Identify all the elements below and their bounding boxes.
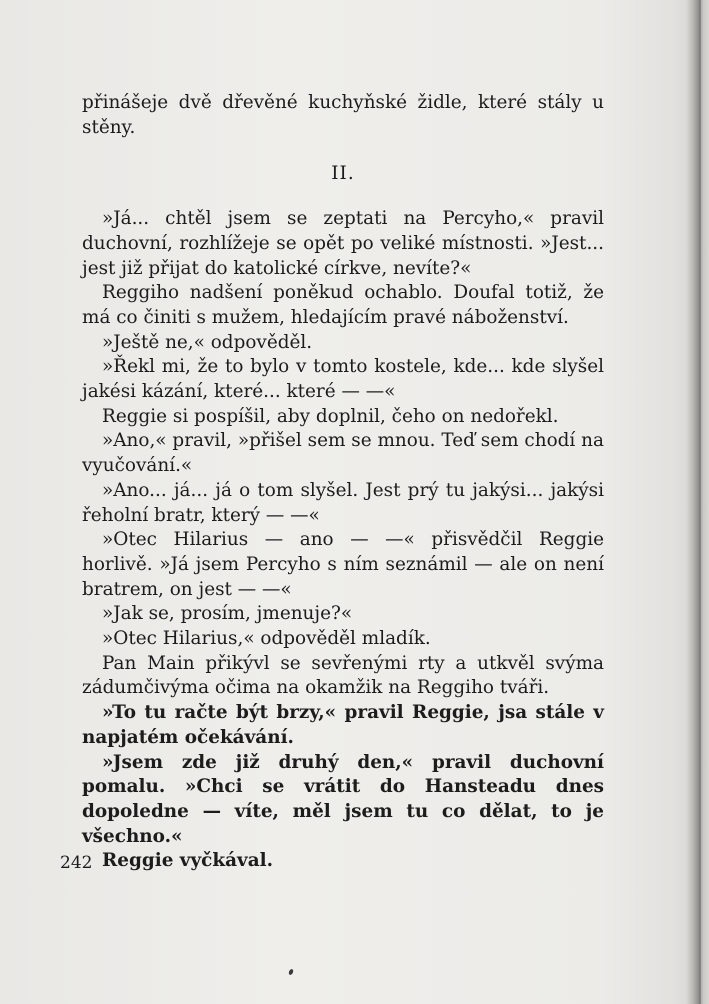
paragraph-9: »Jak se, prosím, jmenuje?« — [102, 603, 353, 625]
continuation-line: přinášeje dvě dřevěné kuchyňské židle, které stály u stěny. — [82, 92, 604, 138]
paragraph-8: »Otec Hilarius — ano — —« přisvědčil Reggie horlivě. »Já jsem Percyho s ním seznámil — ale on není bratrem, on jest — —« — [82, 529, 604, 600]
chapter-heading: II. — [331, 163, 355, 185]
paragraph-14: Reggie vyčkával. — [102, 850, 274, 872]
page-number: 242 — [60, 853, 93, 873]
paragraph-5: Reggie si pospíšil, aby doplnil, čeho on nedořekl. — [102, 405, 559, 427]
page-gutter — [686, 0, 709, 1004]
paragraph-12: »To tu račte být brzy,« pravil Reggie, jsa stále v napjatém očekávání. — [82, 702, 604, 748]
gutter-shadow-line — [699, 0, 701, 1004]
paragraph-11: Pan Main přikývl se sevřenými rty a utkvěl svýma zádumčivýma očima na okamžik na Reggiho tváři. — [82, 652, 604, 699]
paragraph-4: »Řekl mi, že to bylo v tomto kostele, kde... kde slyšel jakési kázání, které... které — —« — [82, 356, 604, 403]
paragraph-1: »Já... chtěl jsem se zeptati na Percyho,« pravil duchovní, rozhlížeje se opět po veliké místnosti. »Jest... jest již přijat do katolické církve, nevíte?« — [82, 208, 604, 279]
paragraph-2: Reggiho nadšení poněkud ochablo. Doufal totiž, že má co činiti s mužem, hledajícím pravé náboženství. — [82, 282, 604, 328]
page-text — [82, 91, 604, 874]
paragraph-10: »Otec Hilarius,« odpověděl mladík. — [102, 628, 431, 650]
paragraph-3: »Ještě ne,« odpověděl. — [102, 331, 313, 353]
paragraph-6: »Ano,« pravil, »přišel sem se mnou. Teď sem chodí na vyučování.« — [82, 430, 604, 477]
paragraph-7: »Ano... já... já o tom slyšel. Jest prý tu jakýsi... jakýsi řeholní bratr, který — —« — [82, 479, 604, 526]
paragraph-13: »Jsem zde již druhý den,« pravil duchovní pomalu. »Chci se vrátit do Hansteadu dnes dopoledne — víte, měl jsem tu co dělat, to je všechno.« — [82, 751, 604, 847]
